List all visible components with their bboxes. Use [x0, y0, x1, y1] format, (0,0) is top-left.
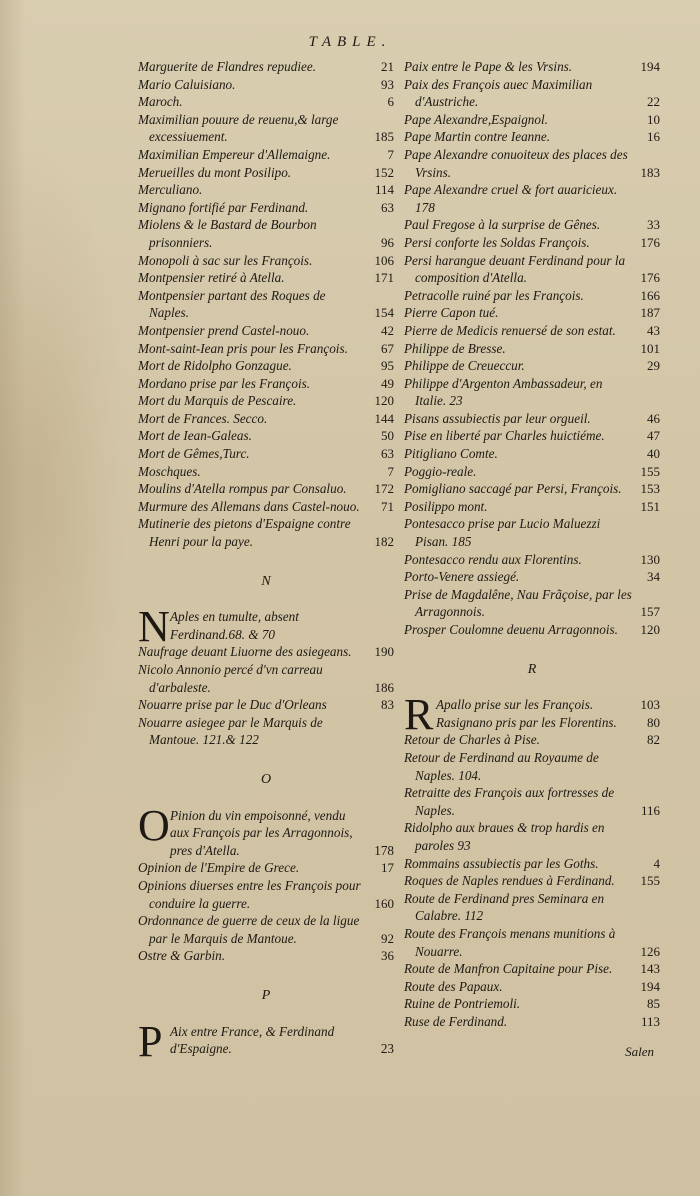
- entry-page: 113: [640, 1013, 660, 1029]
- entry-page: 190: [374, 644, 394, 660]
- index-entry: [138, 859, 394, 877]
- entry-text: Paix entre le Pape & les Vrsins.: [404, 59, 573, 74]
- entry-text: Opinions diuerses entre les François pour conduire la guerre.: [138, 877, 361, 911]
- entry-page: 63: [381, 446, 394, 462]
- entry-text: Monopoli à sac sur les François.: [138, 252, 313, 268]
- index-entry: [138, 515, 394, 550]
- entry-text: Retour de Ferdinand au Royaume de Naples. 104.: [404, 749, 599, 783]
- entry-text: Nouarre asiegee par le Marquis de Mantoue. 121.& 122: [138, 714, 323, 748]
- entry-text: Pise en liberté par Charles huictiéme.: [404, 428, 605, 444]
- entry-page: 187: [640, 305, 660, 321]
- entry-page: 176: [640, 270, 660, 286]
- entries-p: [404, 58, 660, 639]
- entry-page: 82: [647, 732, 660, 748]
- section-letter-r: R: [527, 661, 537, 677]
- entry-page: 21: [381, 59, 394, 74]
- drop-text-p: Aix entre France, & Ferdinand d'Espaigne.: [170, 1023, 335, 1057]
- index-entry: [404, 252, 660, 287]
- index-entry: [404, 234, 660, 252]
- index-entry: [138, 181, 394, 199]
- entry-text: Nicolo Annonio percé d'vn carreau d'arbaleste.: [138, 662, 323, 695]
- entry-page: 101: [640, 340, 660, 356]
- entry-page: 10: [647, 111, 660, 127]
- drop-cap-n: N: [138, 602, 170, 652]
- entry-text: Poggio-reale.: [404, 463, 477, 479]
- right-column: [404, 58, 660, 1030]
- entry-text: Route des Papaux.: [404, 978, 503, 994]
- entry-page: 144: [374, 410, 394, 426]
- index-entry: [404, 855, 660, 873]
- entry-text: Pontesacco rendu aux Florentins.: [404, 551, 582, 567]
- index-entry: [138, 199, 394, 217]
- entry-text: Pape Alexandre cruel & fort auaricieux. 178: [404, 182, 618, 215]
- entry-text: Posilippo mont.: [404, 498, 488, 514]
- index-entry: [404, 216, 660, 234]
- index-entry: [138, 340, 394, 358]
- index-entry: [138, 58, 394, 76]
- entry-page: 34: [647, 569, 660, 585]
- entries-r: [404, 731, 660, 1030]
- index-entry: [138, 252, 394, 270]
- entry-page: 33: [647, 217, 660, 233]
- entry-page: 4: [653, 855, 660, 871]
- drop-entry-p: [138, 1016, 394, 1066]
- entry-page: 67: [381, 340, 394, 356]
- drop-entry-o: [138, 800, 394, 860]
- entry-text: Ridolpho aux braues & trop hardis en paroles 93: [404, 820, 605, 853]
- index-entry: [138, 287, 394, 322]
- entry-page: 176: [640, 234, 660, 250]
- drop-text-n: Aples en tumulte, absent Ferdinand.68. & 70: [170, 609, 299, 642]
- entry-page: 171: [374, 270, 394, 286]
- entry-page: 155: [640, 873, 660, 889]
- entry-text: Montpensier partant des Roques de Naples.: [138, 287, 326, 321]
- index-entry: [138, 445, 394, 463]
- index-entry: [138, 696, 394, 714]
- entry-page: 154: [374, 305, 394, 321]
- index-entry: [138, 661, 394, 696]
- index-entry: [404, 731, 660, 749]
- entry-page: 71: [381, 498, 394, 514]
- entry-text: Rommains assubiectis par les Goths.: [404, 855, 599, 871]
- entry-text: Mario Caluisiano.: [138, 76, 236, 92]
- drop-cap-r: R: [404, 690, 434, 740]
- entry-page: 106: [374, 252, 394, 268]
- entry-text: Moschques.: [138, 463, 201, 479]
- index-entry: [138, 111, 394, 146]
- index-entry: [404, 128, 660, 146]
- index-entry: [138, 216, 394, 251]
- entry-text: Prosper Coulomne deuenu Arragonnois.: [404, 622, 618, 637]
- entry-text: Ruse de Ferdinand.: [404, 1013, 508, 1029]
- index-entry: [138, 912, 394, 947]
- drop-line-r-2: [436, 714, 660, 732]
- entry-page: 47: [647, 428, 660, 444]
- entry-text: Mort de Iean-Galeas.: [138, 428, 252, 444]
- entry-text: Pomigliano saccagé par Persi, François.: [404, 481, 622, 497]
- entry-text: Ostre & Garbin.: [138, 948, 226, 964]
- index-entry: [138, 643, 394, 661]
- entry-page: 22: [647, 94, 660, 110]
- entry-text: Pontesacco prise par Lucio Maluezzi Pisan. 185: [404, 516, 601, 550]
- entry-text: Retour de Charles à Pise.: [404, 732, 540, 748]
- index-entry: [138, 947, 394, 965]
- entry-page: 130: [640, 551, 660, 567]
- entry-page: 17: [381, 860, 394, 876]
- paper-stain: [0, 140, 130, 840]
- entry-page: 42: [381, 322, 394, 338]
- index-entry: [404, 181, 660, 216]
- index-entry: [138, 480, 394, 498]
- entry-text: Persi harangue deuant Ferdinand pour la composition d'Atella.: [404, 252, 626, 286]
- entry-text: Moulins d'Atella rompus par Consaluo.: [138, 481, 347, 497]
- drop-text-o: Pinion du vin empoisonné, vendu aux François par les Arragonnois, pres d'Atella.: [170, 807, 353, 858]
- index-entry: [138, 164, 394, 182]
- entry-page: 160: [374, 895, 394, 911]
- entry-page: 40: [647, 446, 660, 462]
- index-entry: [404, 58, 660, 76]
- index-entry: [404, 978, 660, 996]
- entry-page: 120: [374, 393, 394, 409]
- drop-text-r2: Rasignano pris par les Florentins.: [436, 714, 617, 730]
- entry-text: Ordonnance de guerre de ceux de la ligue par le Marquis de Mantoue.: [138, 913, 360, 946]
- entry-text: Maximilian Empereur d'Allemaigne.: [138, 146, 331, 162]
- entry-text: Petracolle ruiné par les François.: [404, 287, 584, 303]
- entry-text: Persi conforte les Soldas François.: [404, 234, 590, 250]
- entry-text: Murmure des Allemans dans Castel-nouo.: [138, 498, 360, 514]
- entry-text: Pitigliano Comte.: [404, 446, 498, 462]
- entry-text: Mort du Marquis de Pescaire.: [138, 393, 297, 409]
- index-entry: [404, 463, 660, 481]
- entry-page: 7: [387, 146, 394, 162]
- entry-text: Pape Alexandre,Espaignol.: [404, 111, 548, 127]
- index-entry: [404, 498, 660, 516]
- entry-page: 152: [374, 164, 394, 180]
- entry-text: Ruine de Pontriemoli.: [404, 996, 521, 1012]
- index-entry: [404, 819, 660, 854]
- index-entry: [404, 287, 660, 305]
- entry-text: Marguerite de Flandres repudiee.: [138, 59, 316, 74]
- catchword: Salen: [625, 1044, 654, 1059]
- section-letter-n: N: [261, 573, 271, 589]
- entry-page: 155: [640, 463, 660, 479]
- entry-page: 166: [640, 287, 660, 303]
- drop-page-p: 23: [380, 1041, 394, 1057]
- entry-text: Maximilian pouure de reuenu,& large excessiuement.: [138, 111, 339, 145]
- index-entry: [404, 1013, 660, 1031]
- index-entry: [404, 872, 660, 890]
- entry-page: 49: [381, 375, 394, 391]
- index-entry: [404, 427, 660, 445]
- index-entry: [138, 93, 394, 111]
- index-entry: [404, 340, 660, 358]
- index-entry: [138, 357, 394, 375]
- index-entry: [404, 304, 660, 322]
- entry-text: Roques de Naples rendues à Ferdinand.: [404, 873, 615, 889]
- entry-page: 183: [640, 164, 660, 180]
- entry-page: 63: [381, 199, 394, 215]
- entry-page: 114: [374, 182, 394, 198]
- index-entry: [138, 146, 394, 164]
- entry-page: 182: [374, 534, 394, 550]
- entry-text: Mutinerie des pietons d'Espaigne contre Henri pour la paye.: [138, 516, 351, 550]
- index-entry: [404, 551, 660, 569]
- entry-text: Mignano fortifié par Ferdinand.: [138, 199, 309, 215]
- entry-text: Paix des François auec Maximilian d'Austriche.: [404, 76, 593, 110]
- index-entry: [138, 463, 394, 481]
- entry-text: Paul Fregose à la surprise de Gênes.: [404, 217, 601, 233]
- index-entry: [138, 877, 394, 912]
- entry-text: Montpensier retiré à Atella.: [138, 270, 285, 286]
- entry-page: 95: [381, 358, 394, 374]
- entry-text: Prise de Magdalêne, Nau Frãçoise, par les Arragonnois.: [404, 586, 632, 620]
- index-entry: [404, 960, 660, 978]
- entry-text: Mont-saint-Iean pris pour les François.: [138, 340, 348, 356]
- entry-text: Pisans assubiectis par leur orgueil.: [404, 410, 591, 426]
- entry-text: Pierre Capon tué.: [404, 305, 499, 321]
- entry-text: Philippe d'Argenton Ambassadeur, en Italie. 23: [404, 375, 603, 409]
- index-entry: [138, 269, 394, 287]
- entry-text: Pape Alexandre conuoiteux des places des Vrsins.: [404, 146, 628, 180]
- entries-o: [138, 859, 394, 965]
- entry-text: Philippe de Creueccur.: [404, 358, 525, 374]
- drop-cap-p: P: [138, 1016, 163, 1066]
- index-entry: [138, 410, 394, 428]
- entry-page: 50: [381, 428, 394, 444]
- entry-page: 153: [640, 481, 660, 497]
- entry-text: Montpensier prend Castel-nouo.: [138, 322, 310, 338]
- entry-page: 92: [381, 930, 394, 946]
- index-entry: [404, 111, 660, 129]
- drop-line-r-1: [436, 696, 660, 714]
- entries-m: [138, 58, 394, 551]
- entry-page: 143: [640, 961, 660, 977]
- index-entry: [404, 925, 660, 960]
- drop-page-r: 103: [640, 697, 660, 713]
- drop-cap-o: O: [138, 800, 170, 850]
- entry-page: 29: [647, 358, 660, 374]
- entry-page: 85: [647, 996, 660, 1012]
- index-entry: [404, 784, 660, 819]
- entry-text: Opinion de l'Empire de Grece.: [138, 860, 300, 876]
- section-letter-o: O: [260, 771, 272, 787]
- index-entry: [138, 322, 394, 340]
- entries-n: [138, 643, 394, 749]
- entry-page: 96: [381, 234, 394, 250]
- entry-page: 7: [387, 463, 394, 479]
- index-entry: [138, 714, 394, 749]
- entry-text: Mordano prise par les François.: [138, 375, 311, 391]
- entry-text: Mort de Gêmes,Turc.: [138, 446, 250, 462]
- entry-text: Route de Manfron Capitaine pour Pise.: [404, 961, 613, 977]
- index-entry: [404, 146, 660, 181]
- index-entry: [404, 621, 660, 639]
- index-entry: [404, 890, 660, 925]
- entry-page: 36: [381, 948, 394, 964]
- index-entry: [404, 568, 660, 586]
- entry-text: Merculiano.: [138, 182, 203, 198]
- entry-text: Naufrage deuant Liuorne des asiegeans.: [138, 644, 352, 660]
- entry-text: Pape Martin contre Ieanne.: [404, 129, 550, 145]
- drop-page-o: 178: [374, 842, 394, 858]
- left-column: [138, 58, 394, 1066]
- running-head: TABLE.: [308, 34, 392, 50]
- entry-text: Route de Ferdinand pres Seminara en Calabre. 112: [404, 890, 605, 924]
- index-entry: [404, 515, 660, 550]
- entry-text: Mort de Ridolpho Gonzague.: [138, 358, 292, 374]
- entry-page: 194: [640, 59, 660, 74]
- entry-text: Philippe de Bresse.: [404, 340, 506, 356]
- index-entry: [404, 445, 660, 463]
- index-entry: [138, 392, 394, 410]
- entry-page: 172: [374, 481, 394, 497]
- index-entry: [138, 375, 394, 393]
- index-entry: [404, 375, 660, 410]
- index-entry: [404, 410, 660, 428]
- index-entry: [404, 76, 660, 111]
- entry-page: 126: [640, 943, 660, 959]
- entry-text: Route des François menans munitions à Nouarre.: [404, 925, 616, 959]
- entry-page: 151: [640, 498, 660, 514]
- index-entry: [404, 749, 660, 784]
- entry-page: 16: [647, 129, 660, 145]
- drop-text-r: Apallo prise sur les François.: [436, 697, 594, 713]
- entry-text: Merueilles du mont Posilipo.: [138, 164, 292, 180]
- entry-page: 83: [381, 697, 394, 713]
- index-entry: [404, 586, 660, 621]
- index-entry: [404, 480, 660, 498]
- entry-text: Nouarre prise par le Duc d'Orleans: [138, 697, 327, 713]
- drop-page-r2: 80: [647, 714, 660, 730]
- entry-text: Mort de Frances. Secco.: [138, 410, 268, 426]
- entry-page: 194: [640, 978, 660, 994]
- entry-page: 43: [647, 322, 660, 338]
- entry-text: Maroch.: [138, 94, 183, 110]
- index-entry: [138, 498, 394, 516]
- entry-text: Miolens & le Bastard de Bourbon prisonniers.: [138, 217, 317, 250]
- section-letter-p: P: [261, 987, 271, 1003]
- entry-text: Porto-Venere assiegé.: [404, 569, 520, 585]
- entry-page: 120: [640, 622, 660, 637]
- entry-page: 186: [374, 679, 394, 695]
- entry-page: 116: [640, 802, 660, 818]
- index-entry: [138, 427, 394, 445]
- entry-page: 93: [381, 76, 394, 92]
- index-entry: [404, 995, 660, 1013]
- entry-text: Retraitte des François aux fortresses de Naples.: [404, 785, 615, 818]
- index-entry: [404, 357, 660, 375]
- index-entry: [404, 322, 660, 340]
- index-entry: [138, 76, 394, 94]
- entry-page: 185: [374, 129, 394, 145]
- entry-page: 46: [647, 410, 660, 426]
- entry-text: Pierre de Medicis renuersé de son estat.: [404, 322, 616, 338]
- entry-page: 6: [387, 94, 394, 110]
- entry-page: 157: [640, 604, 660, 620]
